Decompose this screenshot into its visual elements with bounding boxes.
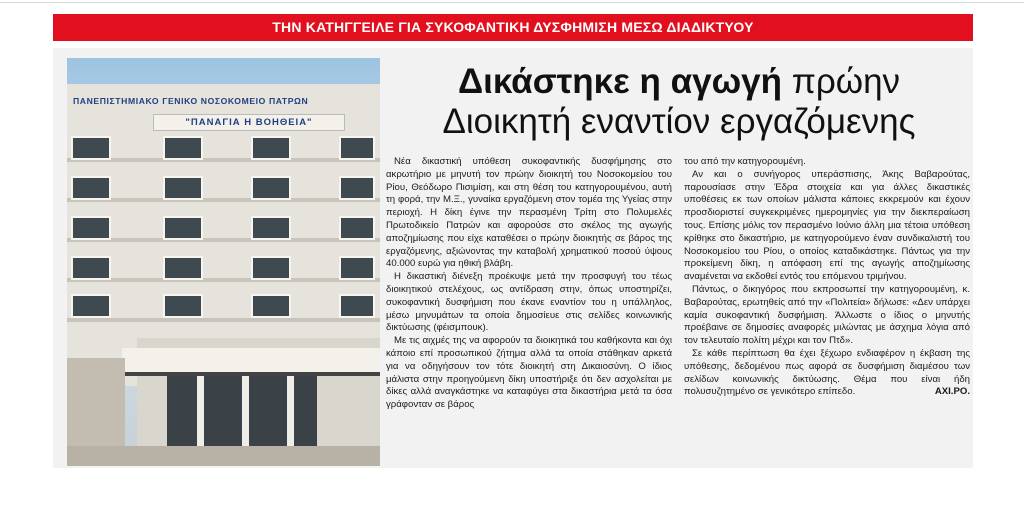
window — [71, 256, 111, 280]
window — [71, 216, 111, 240]
headline-bold: Δικάστηκε η αγωγή — [457, 62, 782, 101]
window — [71, 176, 111, 200]
window — [163, 256, 203, 280]
section-banner: ΤΗΝ ΚΑΤΗΓΓΕΙΛΕ ΓΙΑ ΣΥΚΟΦΑΝΤΙΚΗ ΔΥΣΦΗΜΙΣΗ ΜΕΣΩ ΔΙΑΔΙΚΤΥΟΥ — [53, 14, 973, 41]
paragraph-text: Σε κάθε περίπτωση θα έχει ξέχωρο ενδιαφέρον η έκβαση της υπόθεσης, δεδομένου πως αφορά σε δυσφήμιση διαμέσου των σελίδων κοινωνικής δικτύωσης. Θέμα που είναι ήδη πολυσυζητημένο σε γενικότερο επίπεδο. — [684, 347, 970, 398]
window — [339, 256, 375, 280]
headline-line2: Διοικητή εναντίον εργαζόμενης — [442, 102, 916, 141]
floor-band — [67, 158, 380, 162]
paragraph: του από την κατηγορουμένη. — [684, 156, 806, 167]
window — [71, 294, 111, 318]
hospital-sign: ΠΑΝΕΠΙΣΤΗΜΙΑΚΟ ΓΕΝΙΚΟ ΝΟΣΟΚΟΜΕΙΟ ΠΑΤΡΩΝ — [73, 96, 309, 106]
window — [163, 176, 203, 200]
headline-light: πρώην — [781, 62, 901, 101]
paragraph: Νέα δικαστική υπόθεση συκοφαντικής δυσφήμησης στο ακρωτήριο με μηνυτή τον πρώην διοικητή του Νοσοκομείου του Ρίου, Θεόδωρο Πισιμίση, και στη θέση του κατηγορουμένου, αυτή τη φορά, την Μ.Ξ., γυναίκα εργαζόμενη στον τομέα της Υγείας στην περιοχή. Η δίκη έγινε την περασμένη Τρίτη στο Πολυμελές Πρωτοδικείο Πατρών και αφορούσε στο σκέλος της αγωγής αποζημίωσης που είχε καταθέσει ο πρώην διοικητής σε βάρος της εργαζόμενης, αξιώνοντας την καταβολή χρηματικού ποσού ύψους 40.000 ευρώ για ηθική βλάβη. — [386, 156, 672, 270]
entrance-canopy — [122, 348, 380, 376]
paragraph: Με τις αιχμές της να αφορούν τα διοικητικά του καθήκοντα και όχι κάποιο επί προσωπικού ζήτημα αλλά τα οποία στάθηκαν αρκετά για να οδηγήσουν τον τότε διοικητή στη Δικαιοσύνη. Ο ίδιος μάλιστα στην προηγούμενη δίκη υποστήριξε ότι δεν ασχολείται με δίκες αλλά αναγκάστηκε να καταφύγει στα δικαστήρια μετά τα όσα γράφονταν σε βάρος — [386, 335, 672, 411]
floor-band — [67, 198, 380, 202]
window — [251, 216, 291, 240]
floor-band — [67, 278, 380, 282]
window — [163, 294, 203, 318]
paragraph: Η δικαστική διένεξη προέκυψε μετά την προσφυγή του τέως διοικητικού στελέχους, ως αντίδραση στην, όπως υποστηρίζει, συκοφαντική δυσφήμιση που έκανε εναντίον του η υπάλληλος, μέσω μηνυμάτων τα οποία δημοσίευε στις σελίδες κοινωνικής δικτύωσης (φέισμπουκ). — [386, 271, 672, 334]
paragraph: Πάντως, ο δικηγόρος που εκπροσωπεί την κατηγορουμένη, κ. Βαβαρούτας, ερωτηθείς από την «Πολιτεία» δήλωσε: «Δεν υπάρχει καμία συκοφαντική δυσφήμιση. Άλλωστε ο ίδιος ο μηνυτής προέβαινε σε δημοσίες αναφορές μιλώντας με άσχημα λόγια από τον τελευταίο πολίτη μέχρι και τον Πτδ». — [684, 283, 970, 347]
window — [339, 176, 375, 200]
window — [339, 294, 375, 318]
window — [251, 136, 291, 160]
window — [163, 136, 203, 160]
top-rule — [0, 2, 1024, 3]
window — [251, 176, 291, 200]
floor-band — [67, 318, 380, 322]
author-signature: ΑΧΙ.ΡΟ. — [934, 386, 970, 398]
window — [71, 136, 111, 160]
window — [251, 256, 291, 280]
paragraph: Αν και ο συνήγορος υπεράσπισης, Άκης Βαβαρούτας, παρουσίασε στην Έδρα στοιχεία και για άλλες δικαστικές υποθέσεις εκ των οποίων μάλιστα κάποιες εκκρεμούν και έχουν προσδιοριστεί συγκεκριμένες ημερομηνίες για την διεκπεραίωση τους. Επίσης μόλις τον περασμένο Ιούνιο άλλη μια τέτοια υπόθεση κρίθηκε στο δικαστήριο, με κατηγορούμενο έναν συνδικαλιστή του Νοσοκομείου του Ρίου, ο οποίος καταδικάστηκε. Πάντως για την προκείμενη δίκη, η απόφαση επί της αγωγής αποζημίωσης αναμένεται να εκδοθεί εντός του επόμενου τριμήνου. — [684, 168, 970, 283]
hospital-sign-name: "ΠΑΝΑΓΙΑ Η ΒΟΗΘΕΙΑ" — [153, 114, 345, 131]
window — [163, 216, 203, 240]
headline — [388, 62, 970, 142]
window — [251, 294, 291, 318]
window — [339, 216, 375, 240]
ground — [67, 446, 380, 466]
hospital-photo — [67, 58, 380, 466]
article-column-1 — [386, 156, 672, 412]
article-column-2 — [684, 156, 970, 399]
paragraph — [684, 348, 970, 399]
floor-band — [67, 238, 380, 242]
window — [339, 136, 375, 160]
headline-line1 — [388, 62, 970, 102]
